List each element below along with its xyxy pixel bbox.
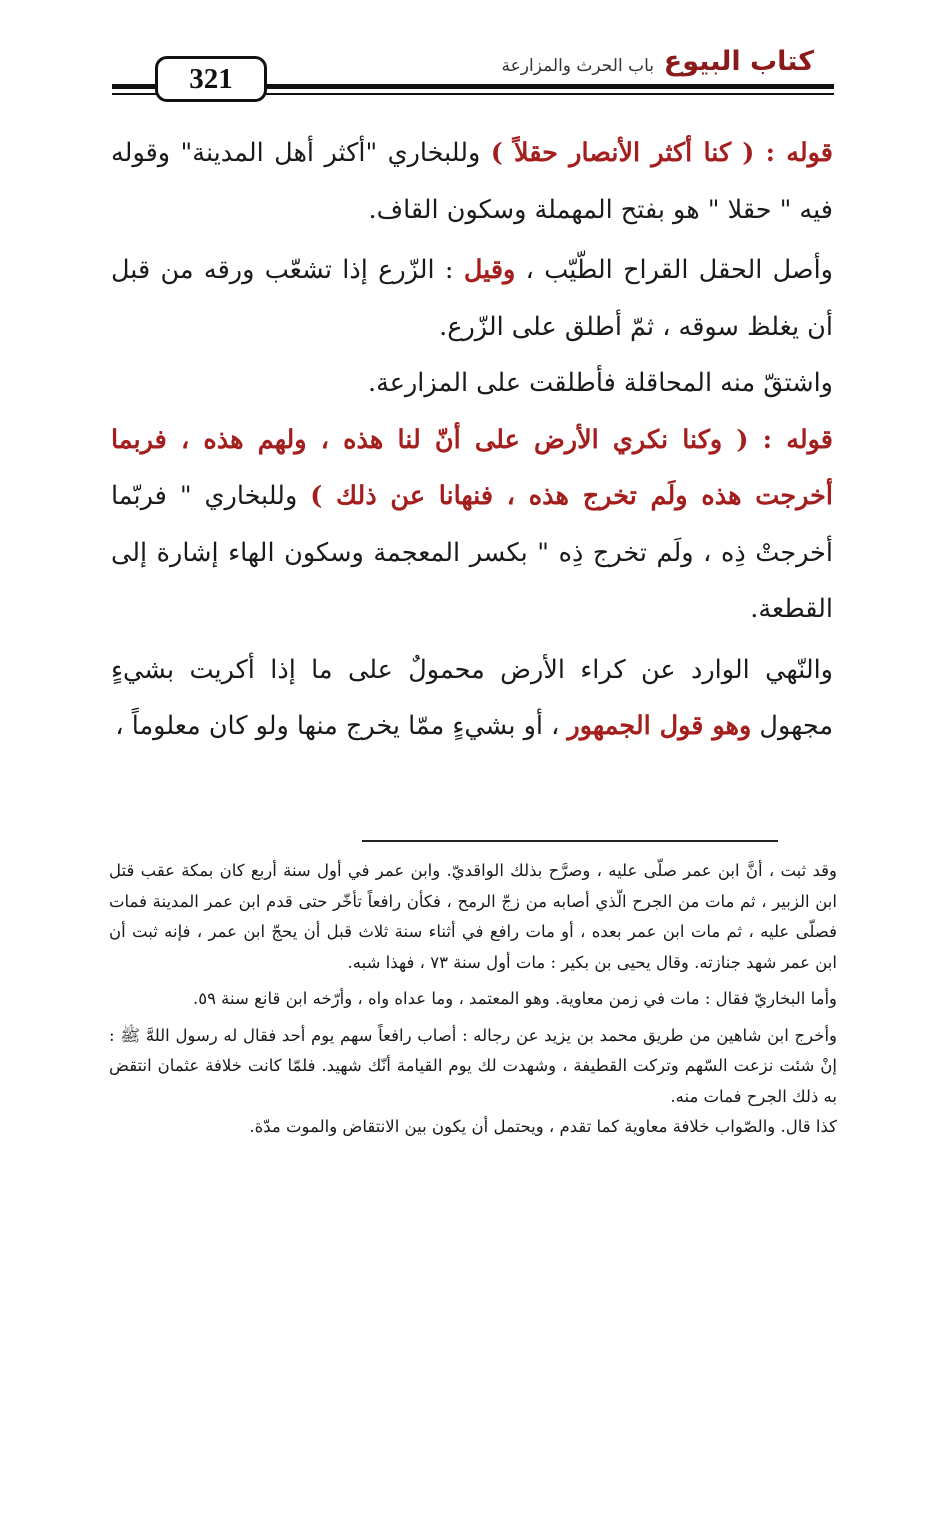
footnote-paragraph: وأما البخاريّ فقال : مات في زمن معاوية. وهو المعتمد ، وما عداه واه ، وأرّخه ابن قانع سنة ٥٩. — [192, 989, 837, 1008]
page-header — [112, 46, 834, 106]
commentary-text: ، أو بشيءٍ ممّا يخرج منها ولو كان معلوماً ، — [115, 711, 568, 741]
footnote-separator — [362, 840, 778, 842]
main-text — [111, 125, 833, 755]
paragraph-4 — [111, 412, 833, 638]
commentary-text: وللبخاري "أكثر أهل المدينة" وقوله فيه " حقلا " هو بفتح المهملة وسكون القاف. — [111, 138, 833, 225]
quote-red: قوله : ( كنا أكثر الأنصار حقلاً ) — [490, 138, 833, 168]
paragraph-3: واشتقّ منه المحاقلة فأطلقت على المزارعة. — [367, 368, 833, 398]
footnote-paragraph: وأخرج ابن شاهين من طريق محمد بن يزيد عن رجاله : أصاب رافعاً سهم يوم أحد فقال له رسول اللهَّ ﷺ : إنْ شئت نزعت السّهم وتركت القطيفة ، وشهدت لك يوم القيامة أنّك شهيد. فلمّا كانت خلافة عثمان انتقض به ذلك الجرح فمات منه. — [109, 1025, 837, 1106]
paragraph-2 — [111, 242, 833, 355]
paragraph-5 — [111, 642, 833, 755]
footnote-paragraph: كذا قال. والصّواب خلافة معاوية كما تقدم ، ويحتمل أن يكون بين الانتقاض والموت مدّة. — [249, 1117, 837, 1136]
commentary-text: والنّهي الوارد عن كراء الأرض محمولٌ على ما إذا أكريت بشيءٍ مجهول — [111, 654, 833, 741]
keyword-red: وهو قول الجمهور — [567, 711, 752, 741]
commentary-text: : الزّرع إذا تشعّب ورقه من قبل أن يغلظ سوقه ، ثمّ أطلق على الزّرع. — [111, 255, 833, 342]
book-title: كتاب البيوع — [663, 46, 814, 77]
footnote-paragraph: وقد ثبت ، أنَّ ابن عمر صلّى عليه ، وصرَّح بذلك الواقديّ. وابن عمر في أول سنة أربع كان بمكة عقب قتل ابن الزبير ، ثم مات من الجرح الّذي أصابه من زجّ الرمح ، فكأن رافعاً تأخّر حتى قدم ابن عمر المدينة فمات فصلّى عليه ، ثم مات ابن عمر بعده ، أو مات رافع في أثناء سنة ثلاث قبل أن يحجّ ابن عمر ، فإنه ثبت أن ابن عمر شهد جنازته. وقال يحيى بن بكير : مات أول سنة ٧٣ ، فهذا شبه. — [109, 861, 837, 972]
chapter-title: باب الحرث والمزارعة — [501, 56, 654, 76]
keyword-red: وقيل — [463, 255, 516, 285]
paragraph-1 — [111, 125, 833, 238]
quote-red: قوله : ( وكنا نكري الأرض على أنّ لنا هذه ، ولهم هذه ، فربما أخرجت هذه ولَم تخرج هذه ، فنهانا عن ذلك ) — [111, 424, 834, 511]
commentary-text: وللبخاري " فربّما أخرجتْ ذِه ، ولَم تخرج ذِه " بكسر المعجمة وسكون الهاء إشارة إلى القطعة. — [111, 481, 833, 624]
page-number: 321 — [155, 56, 267, 102]
commentary-text: وأصل الحقل القراح الطّيّب ، — [515, 255, 833, 285]
footnotes — [109, 856, 837, 1143]
